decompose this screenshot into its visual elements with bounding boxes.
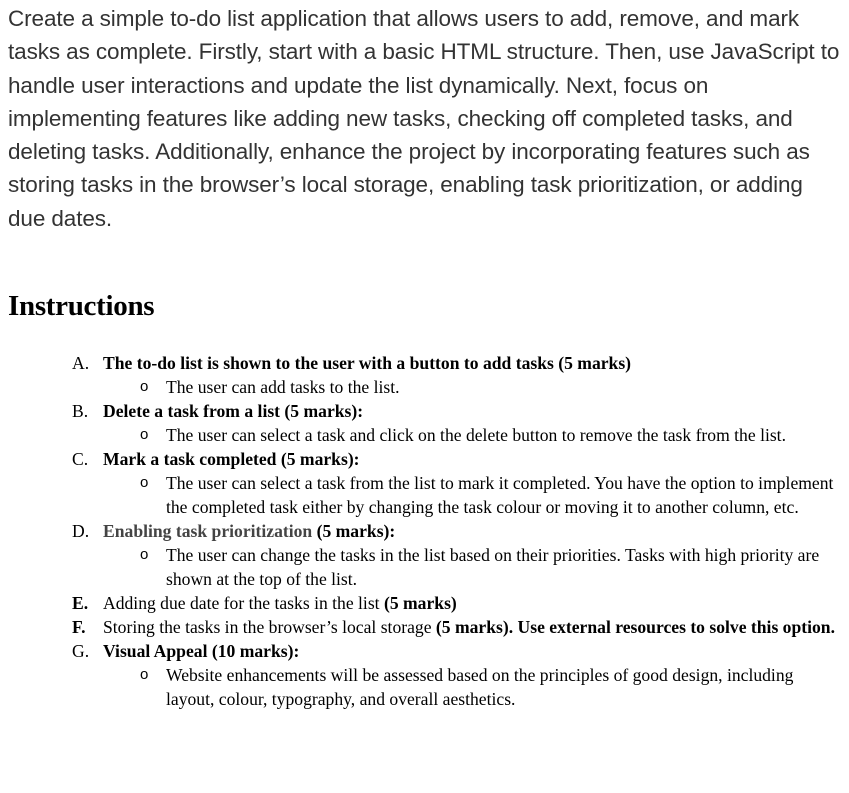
subitem-text: Website enhancements will be assessed based on the principles of good design, including layout, colour, typography, and overall aesthetics. — [166, 665, 794, 709]
subitem-text: The user can add tasks to the list. — [166, 377, 400, 397]
item-marks: (5 marks) — [383, 593, 457, 613]
hollow-bullet-icon: o — [140, 666, 149, 683]
hollow-bullet-icon: o — [140, 426, 149, 443]
instruction-item-e — [0, 591, 849, 615]
instruction-item-b — [0, 399, 849, 423]
hollow-bullet-icon: o — [140, 474, 149, 491]
hollow-bullet-icon: o — [140, 378, 149, 395]
instruction-item-d — [0, 519, 849, 543]
instruction-item-c — [0, 447, 849, 471]
item-title: Enabling task prioritization — [103, 521, 313, 541]
item-marks: (5 marks). Use external resources to solve this option. — [435, 617, 835, 637]
intro-paragraph: Create a simple to-do list application that allows users to add, remove, and mark tasks as complete. Firstly, start with a basic HTML structure. Then, use JavaScript to handle user interactions and update the list dynamically. Next, focus on implementing features like adding new tasks, checking off completed tasks, and deleting tasks. Additionally, enhance the project by incorporating features such as storing tasks in the browser’s local storage, enabling task prioritization, or adding due dates. — [8, 6, 840, 231]
instruction-item-g — [0, 639, 849, 663]
item-title: Visual Appeal (10 marks): — [103, 641, 300, 661]
instruction-subitem-b — [0, 423, 849, 447]
subitem-text: The user can select a task from the list to mark it completed. You have the option to implement the completed task either by changing the task colour or moving it to another column, etc. — [166, 473, 834, 517]
item-letter: F. — [72, 617, 86, 637]
instructions-heading: Instructions — [8, 290, 155, 322]
item-title: Mark a task completed (5 marks): — [103, 449, 360, 469]
instruction-subitem-g — [0, 663, 849, 711]
item-text: Storing the tasks in the browser’s local storage — [103, 617, 436, 637]
item-title: The to-do list is shown to the user with a button to add tasks (5 marks) — [103, 353, 632, 373]
instruction-subitem-c — [0, 471, 849, 519]
item-marks: (5 marks): — [312, 521, 396, 541]
item-letter: C. — [72, 449, 89, 469]
item-text: Adding due date for the tasks in the list — [103, 593, 384, 613]
item-letter: E. — [72, 593, 89, 613]
item-title: Delete a task from a list (5 marks): — [103, 401, 364, 421]
subitem-text: The user can select a task and click on the delete button to remove the task from the list. — [166, 425, 786, 445]
instructions-list — [0, 351, 849, 711]
item-letter: B. — [72, 401, 89, 421]
item-letter: D. — [72, 521, 90, 541]
subitem-text: The user can change the tasks in the list based on their priorities. Tasks with high priority are shown at the top of the list. — [166, 545, 820, 589]
item-letter: A. — [72, 353, 90, 373]
instruction-item-f — [0, 615, 849, 639]
hollow-bullet-icon: o — [140, 546, 149, 563]
instruction-subitem-a — [0, 375, 849, 399]
item-letter: G. — [72, 641, 90, 661]
instruction-item-a — [0, 351, 849, 375]
instruction-subitem-d — [0, 543, 849, 591]
